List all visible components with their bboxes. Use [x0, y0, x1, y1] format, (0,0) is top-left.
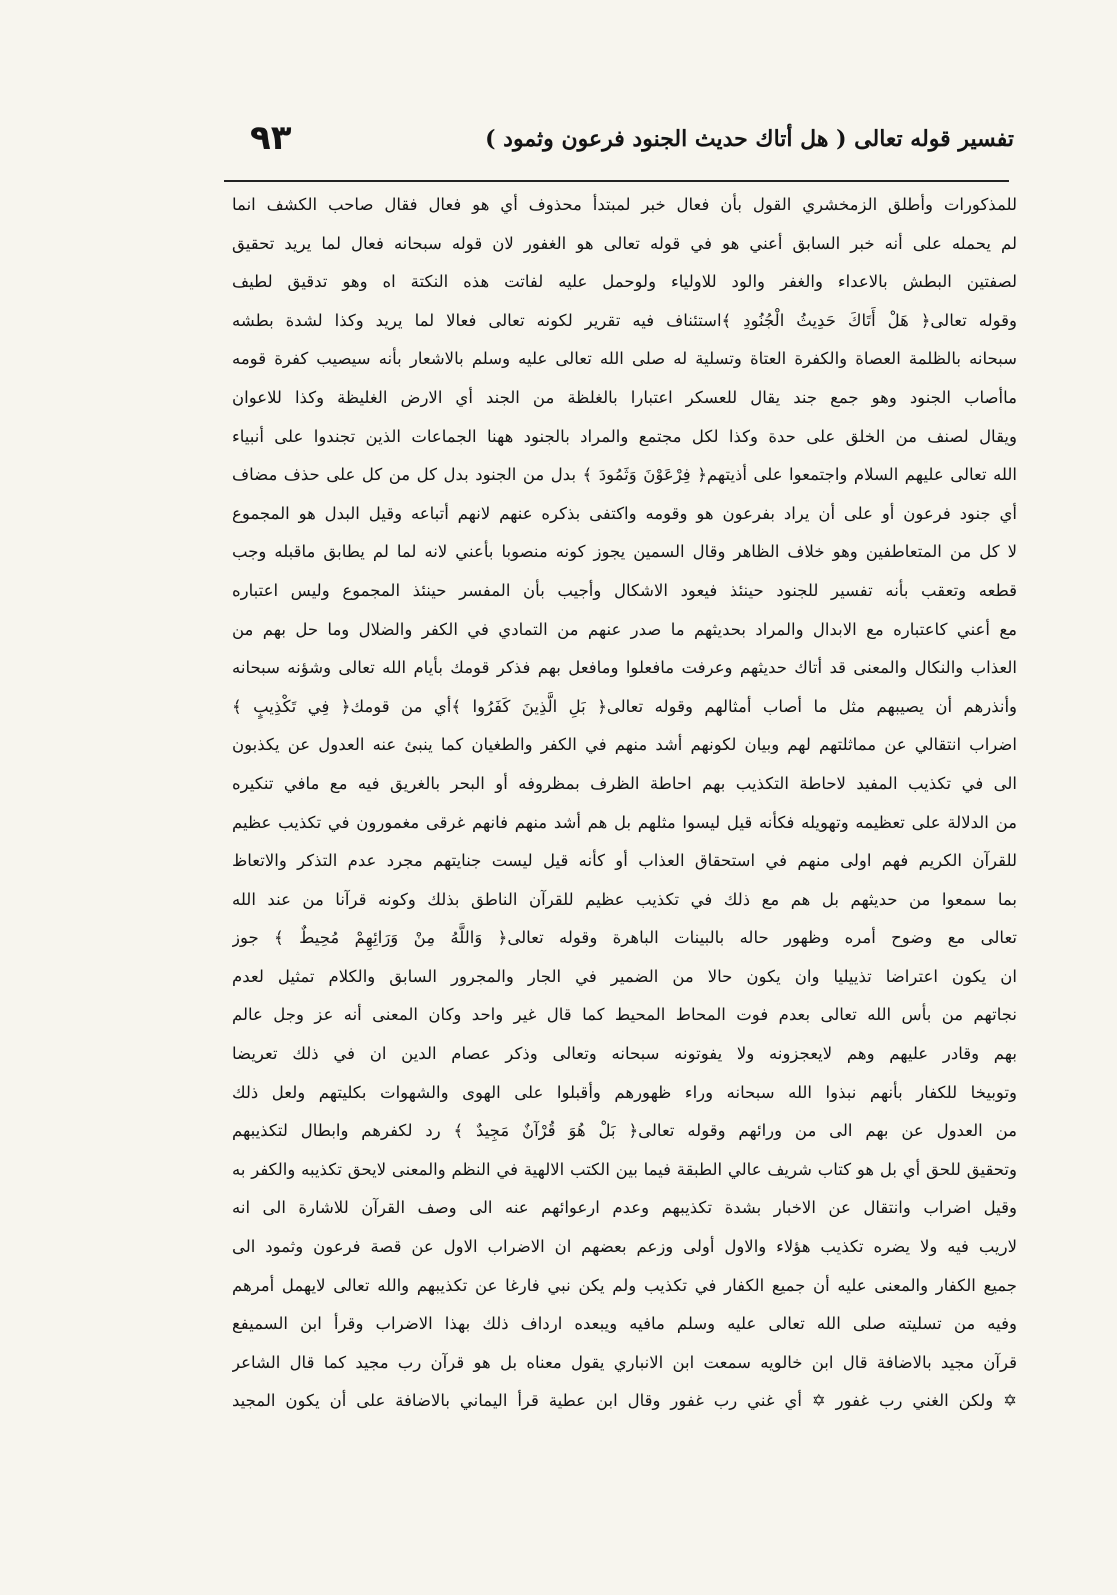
running-title: تفسير قوله تعالى ( هل أتاك حديث الجنود فرعون وثمود ) [485, 126, 1014, 152]
text-line: وقوله تعالى﴿ هَلْ أَتَاكَ حَدِيثُ الْجُنُودِ ﴾استئناف فيه تقرير لكونه تعالى فعالا لما يريد وكذا لشدة بطشه [232, 310, 1017, 330]
body-text [232, 186, 1017, 1421]
text-line: اضراب انتقالي عن مماثلتهم لهم وبيان لكونهم أشد منهم في الكفر والطغيان كما ينبئ عنه العدول عن يكذبون [232, 735, 1017, 755]
text-line: جميع الكفار والمعنى عليه أن جميع الكفار في تكذيب ولم يكن نبي فارغا عن تكذيبهم والله تعالى لايهمل أمرهم [232, 1275, 1017, 1295]
header-rule [224, 180, 1009, 182]
text-line: ان يكون اعتراضا تذييليا وان يكون حالا من الضمير في الجار والمجرور السابق والكلام تمثيل لعدم [232, 966, 1017, 986]
text-line: بهم وقادر عليهم وهم لايعجزونه ولا يفوتونه سبحانه وتعالى وذكر عصام الدين ان في ذلك تعريضا [232, 1044, 1017, 1064]
text-line: قطعه وتعقب بأنه تفسير للجنود حينئذ فيعود الاشكال وأجيب بأن المفسر حينئذ المجموع وليس اعتباره [232, 580, 1017, 600]
text-line: لاريب فيه ولا يضره تكذيب هؤلاء والاول أولى وزعم بعضهم ان الاضراب الاول عن قصة فرعون وثمود الى [232, 1237, 1017, 1257]
text-line: وقيل اضراب وانتقال عن الاخبار بشدة تكذيبهم وعدم ارعوائهم عنه الى وصف القرآن للاشارة الى انه [232, 1198, 1017, 1218]
text-line: وفيه من تسليته صلى الله تعالى عليه وسلم مافيه ويبعده ارداف ذلك بهذا الاضراب وقرأ ابن السميفع [232, 1314, 1017, 1334]
page-number: ٩٣ [250, 118, 292, 158]
text-line: لا كل من المتعاطفين وهو خلاف الظاهر وقال السمين يجوز كونه منصوبا بأعني لانه لما لم يطابق ماقبله وجب [232, 542, 1017, 562]
text-line: وتوبيخا للكفار بأنهم نبذوا الله سبحانه وراء ظهورهم وأقبلوا على الهوى والشهوات بكليتهم ولعل ذلك [232, 1082, 1017, 1102]
text-line: قرآن مجيد بالاضافة قال ابن خالويه سمعت ابن الانباري يقول معناه بل هو قرآن رب مجيد كما قال الشاعر [232, 1352, 1017, 1372]
text-line: ✡ ولكن الغني رب غفور ✡ أي غني رب غفور وقال ابن عطية قرأ اليماني بالاضافة على أن يكون المجيد [232, 1391, 1017, 1411]
text-line: أي جنود فرعون أو على أن يراد بفرعون هو وقومه واكتفى بذكره عنهم لانهم أتباعه وقيل البدل هو المجموع [232, 503, 1017, 523]
text-line: للمذكورات وأطلق الزمخشري القول بأن فعال خبر لمبتدأ محذوف أي هو فعال فقال صاحب الكشف انما [232, 195, 1017, 214]
text-line: لصفتين البطش بالاعداء والغفر والود للاولياء ولوحمل عليه لفاتت هذه النكتة اه وهو تدقيق لطيف [232, 272, 1017, 292]
text-line: لم يحمله على أنه خبر السابق أعني هو في قوله تعالى هو الغفور لان قوله سبحانه فعال لما يريد تحقيق [232, 233, 1017, 253]
page-header [232, 118, 1014, 168]
text-line: تعالى مع وضوح أمره وظهور حاله بالبينات الباهرة وقوله تعالى﴿ وَاللَّهُ مِنْ وَرَائِهِمْ مُحِيطٌ ﴾ جوز [232, 928, 1017, 948]
text-line: من الدلالة على تعظيمه وتهويله فكأنه قيل ليسوا مثلهم بل هم أشد منهم فانهم غرقى مغمورون في تكذيب عظيم [232, 812, 1017, 832]
text-line: بما سمعوا من حديثهم بل هم مع ذلك في تكذيب عظيم للقرآن الناطق بذلك وكونه قرآنا من عند الله [232, 889, 1017, 909]
text-line: للقرآن الكريم فهم اولى منهم في استحقاق العذاب أو كأنه قيل ليست جنايتهم مجرد عدم التذكر والاتعاظ [232, 851, 1017, 871]
text-line: الله تعالى عليهم السلام واجتمعوا على أذيتهم﴿ فِرْعَوْنَ وَثَمُودَ ﴾ بدل من الجنود بدل كل من كل على حذف مضاف [232, 465, 1017, 485]
text-line: وأنذرهم أن يصيبهم مثل ما أصاب أمثالهم وقوله تعالى﴿ بَلِ الَّذِينَ كَفَرُوا ﴾أي من قومك﴿ فِي تَكْذِيبٍ ﴾ [232, 696, 1017, 716]
text-line: ماأصاب الجنود وهو جمع جند يقال للعسكر اعتبارا بالغلظة من الجند أي الارض الغليظة وكذا للاعوان [232, 387, 1017, 407]
text-line: سبحانه بالظلمة العصاة والكفرة العتاة وتسلية له صلى الله تعالى عليه وسلم بالاشعار بأنه سيصيب كفرة قومه [232, 349, 1017, 369]
text-line: العذاب والنكال والمعنى قد أتاك حديثهم وعرفت مافعلوا ومافعل بهم فذكر قومك بأيام الله تعالى وشؤنه سبحانه [232, 658, 1017, 678]
text-line: الى في تكذيب المفيد لاحاطة التكذيب بهم احاطة الظرف بمظروفه أو البحر بالغريق فيه مع مافي تنكيره [232, 773, 1017, 793]
text-line: مع أعني كاعتباره مع الابدال والمراد بحديثهم ما صدر عنهم من التمادي في الكفر والضلال وما حل بهم من [232, 619, 1017, 639]
text-line: ويقال لصنف من الخلق على حدة وكذا لكل مجتمع والمراد بالجنود ههنا الجماعات الذين تجندوا على أنبياء [232, 426, 1017, 446]
text-line: وتحقيق للحق أي بل هو كتاب شريف عالي الطبقة فيما بين الكتب الالهية في النظم والمعنى لايحق تكذيبه والكفر به [232, 1159, 1017, 1179]
text-line: نجاتهم من بأس الله تعالى بعدم فوت المحاط المحيط كما قال غير واحد وكان المعنى أنه عز وجل عالم [232, 1005, 1017, 1025]
text-line: من العدول عن بهم الى من ورائهم وقوله تعالى﴿ بَلْ هُوَ قُرْآنٌ مَجِيدٌ ﴾ رد لكفرهم وابطال لتكذيبهم [232, 1121, 1017, 1141]
